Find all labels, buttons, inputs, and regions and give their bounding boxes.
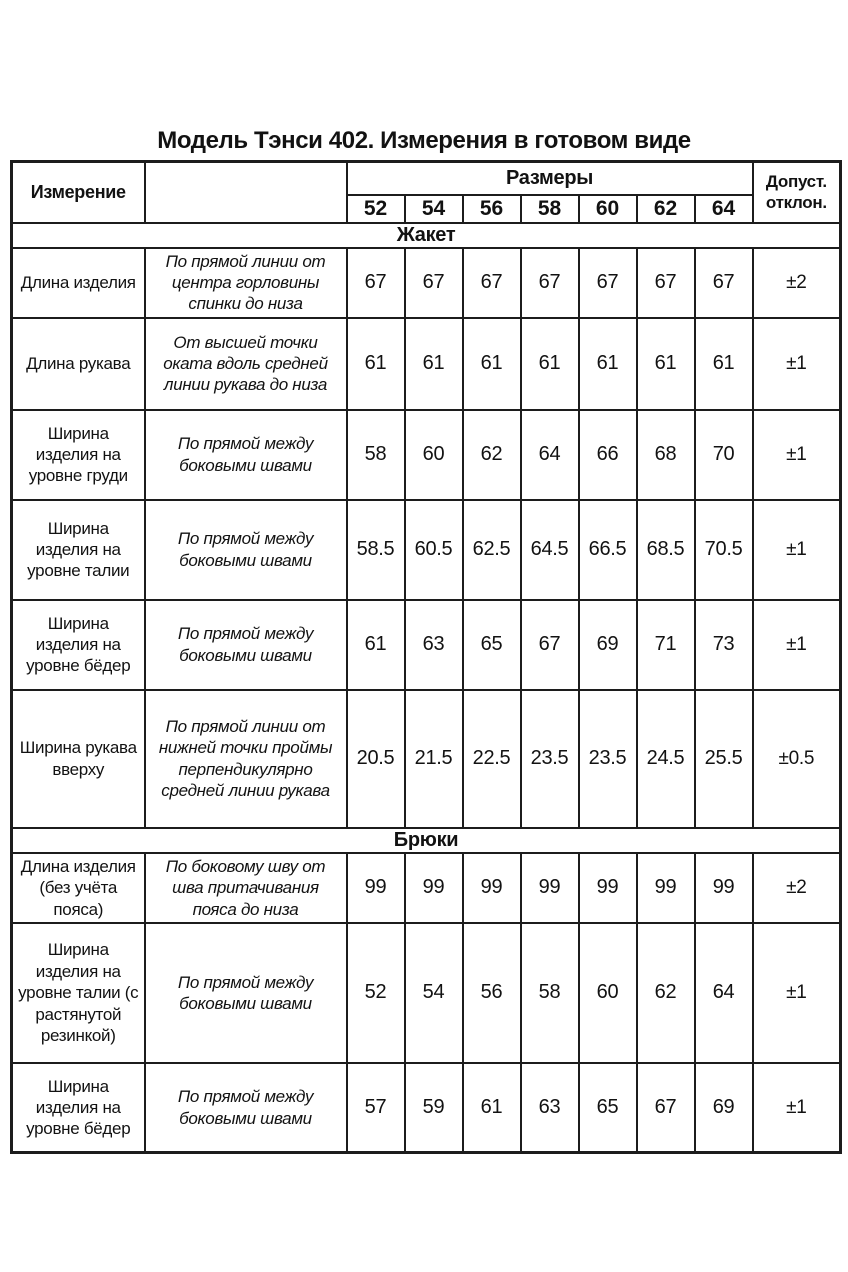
size-value: 67: [521, 600, 579, 690]
measurement-label: Ширина изделия на уровне талии (с растянутой резинкой): [12, 923, 145, 1063]
table-row: [12, 500, 841, 600]
tolerance-value: ±2: [753, 853, 841, 923]
tolerance-value: ±1: [753, 410, 841, 500]
size-value: 24.5: [637, 690, 695, 828]
table-header: [12, 162, 841, 223]
tolerance-value: ±0.5: [753, 690, 841, 828]
measurement-label: Ширина изделия на уровне талии: [12, 500, 145, 600]
tolerance-value: ±1: [753, 318, 841, 410]
size-value: 66: [579, 410, 637, 500]
size-value: 61: [405, 318, 463, 410]
size-value: 21.5: [405, 690, 463, 828]
size-value: 65: [463, 600, 521, 690]
measurement-label: Длина изделия: [12, 248, 145, 318]
size-table: [10, 160, 842, 1154]
size-value: 60.5: [405, 500, 463, 600]
size-value: 67: [637, 1063, 695, 1153]
tolerance-header-line2: отклон.: [765, 193, 827, 213]
measurement-label: Длина изделия (без учёта пояса): [12, 853, 145, 923]
section-band-row: [12, 828, 841, 853]
measurement-column-header: Измерение: [12, 162, 145, 223]
size-value: 64: [695, 923, 753, 1063]
size-value: 70: [695, 410, 753, 500]
size-value: 20.5: [347, 690, 405, 828]
size-value: 99: [405, 853, 463, 923]
measurement-description: По прямой линии от центра горловины спинки до низа: [145, 248, 347, 318]
size-column-header: 54: [405, 195, 463, 223]
size-value: 60: [579, 923, 637, 1063]
table-row: [12, 1063, 841, 1153]
size-column-header: 56: [463, 195, 521, 223]
measurement-label: Длина рукава: [12, 318, 145, 410]
size-value: 58.5: [347, 500, 405, 600]
section-header: Жакет: [12, 223, 841, 248]
measurement-description: От высшей точки оката вдоль средней линии рукава до низа: [145, 318, 347, 410]
table-body: [12, 223, 841, 1153]
size-value: 67: [521, 248, 579, 318]
table-row: [12, 853, 841, 923]
size-value: 61: [463, 1063, 521, 1153]
size-value: 54: [405, 923, 463, 1063]
tolerance-value: ±1: [753, 600, 841, 690]
size-value: 69: [579, 600, 637, 690]
section-band-row: [12, 223, 841, 248]
measurement-description: По прямой между боковыми швами: [145, 1063, 347, 1153]
tolerance-value: ±2: [753, 248, 841, 318]
measurement-description: По прямой между боковыми швами: [145, 500, 347, 600]
size-value: 57: [347, 1063, 405, 1153]
table-row: [12, 248, 841, 318]
size-value: 67: [637, 248, 695, 318]
table-row: [12, 690, 841, 828]
size-value: 68: [637, 410, 695, 500]
size-value: 70.5: [695, 500, 753, 600]
size-value: 61: [637, 318, 695, 410]
size-value: 67: [463, 248, 521, 318]
measurement-label: Ширина изделия на уровне груди: [12, 410, 145, 500]
page-title: Модель Тэнси 402. Измерения в готовом виде: [157, 127, 691, 154]
tolerance-value: ±1: [753, 1063, 841, 1153]
measurement-label: Ширина рукава вверху: [12, 690, 145, 828]
size-value: 65: [579, 1063, 637, 1153]
size-column-header: 58: [521, 195, 579, 223]
size-column-header: 62: [637, 195, 695, 223]
measurement-description: По прямой линии от нижней точки проймы перпендикулярно средней линии рукава: [145, 690, 347, 828]
size-value: 99: [695, 853, 753, 923]
size-value: 63: [521, 1063, 579, 1153]
size-value: 62.5: [463, 500, 521, 600]
size-value: 66.5: [579, 500, 637, 600]
size-column-header: 64: [695, 195, 753, 223]
size-value: 64: [521, 410, 579, 500]
size-value: 99: [463, 853, 521, 923]
size-value: 67: [579, 248, 637, 318]
measurement-description: По прямой между боковыми швами: [145, 923, 347, 1063]
size-value: 64.5: [521, 500, 579, 600]
size-value: 71: [637, 600, 695, 690]
size-value: 62: [637, 923, 695, 1063]
size-value: 67: [405, 248, 463, 318]
size-value: 60: [405, 410, 463, 500]
table-row: [12, 600, 841, 690]
size-value: 59: [405, 1063, 463, 1153]
size-value: 61: [463, 318, 521, 410]
size-value: 68.5: [637, 500, 695, 600]
size-column-header: 52: [347, 195, 405, 223]
measurement-label: Ширина изделия на уровне бёдер: [12, 600, 145, 690]
description-column-header: [145, 162, 347, 223]
tolerance-column-header: [753, 162, 841, 223]
tolerance-value: ±1: [753, 923, 841, 1063]
size-value: 62: [463, 410, 521, 500]
size-value: 58: [521, 923, 579, 1063]
size-value: 61: [521, 318, 579, 410]
measurement-label: Ширина изделия на уровне бёдер: [12, 1063, 145, 1153]
size-value: 52: [347, 923, 405, 1063]
size-value: 69: [695, 1063, 753, 1153]
size-column-header: 60: [579, 195, 637, 223]
size-value: 25.5: [695, 690, 753, 828]
size-value: 99: [521, 853, 579, 923]
table-row: [12, 923, 841, 1063]
size-value: 22.5: [463, 690, 521, 828]
section-header: Брюки: [12, 828, 841, 853]
measurement-description: По боковому шву от шва притачивания пояса до низа: [145, 853, 347, 923]
size-value: 61: [347, 318, 405, 410]
size-value: 99: [347, 853, 405, 923]
size-value: 63: [405, 600, 463, 690]
size-value: 58: [347, 410, 405, 500]
measurement-description: По прямой между боковыми швами: [145, 410, 347, 500]
header-row-top: [12, 162, 841, 195]
table-row: [12, 318, 841, 410]
size-value: 23.5: [521, 690, 579, 828]
tolerance-header-line1: Допуст.: [765, 172, 827, 191]
size-value: 67: [695, 248, 753, 318]
size-value: 99: [579, 853, 637, 923]
size-value: 56: [463, 923, 521, 1063]
size-value: 23.5: [579, 690, 637, 828]
table-row: [12, 410, 841, 500]
size-value: 99: [637, 853, 695, 923]
measurement-description: По прямой между боковыми швами: [145, 600, 347, 690]
size-value: 61: [695, 318, 753, 410]
sizes-group-header: Размеры: [347, 162, 753, 195]
tolerance-value: ±1: [753, 500, 841, 600]
size-value: 61: [347, 600, 405, 690]
size-value: 61: [579, 318, 637, 410]
size-value: 73: [695, 600, 753, 690]
size-value: 67: [347, 248, 405, 318]
